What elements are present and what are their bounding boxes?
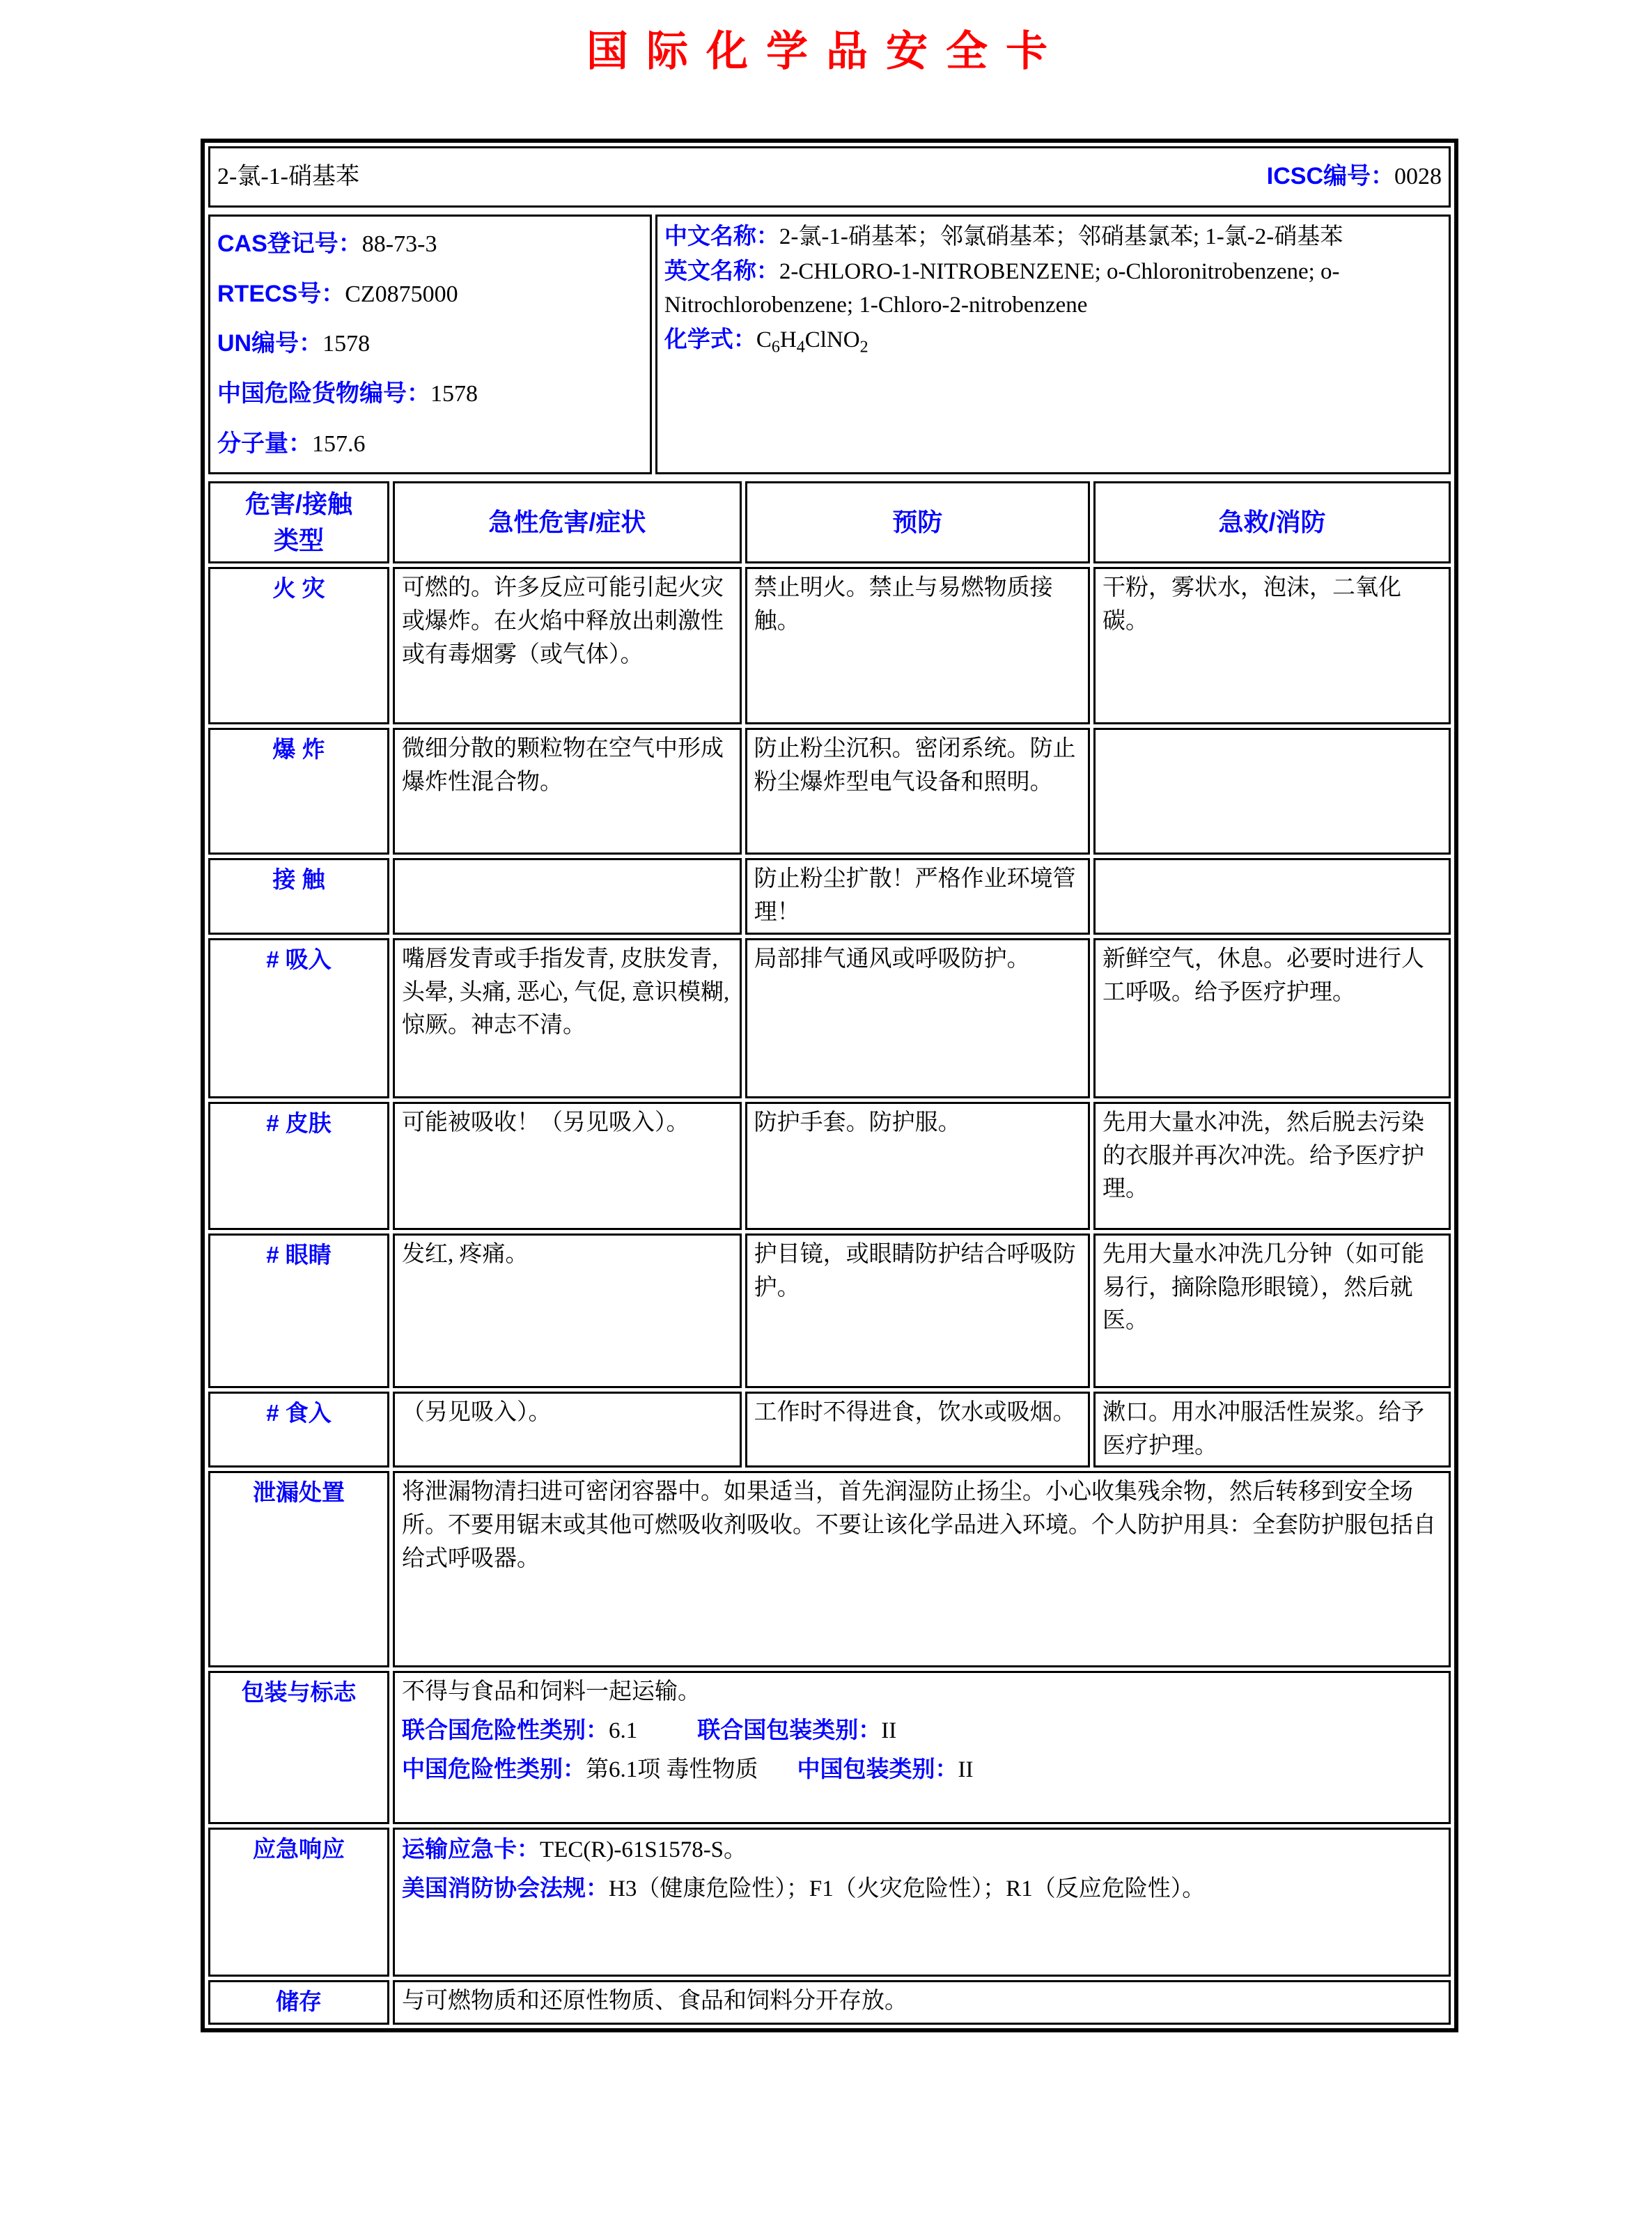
emergency-label: 应急响应 xyxy=(208,1828,389,1977)
explosion-response xyxy=(1093,728,1451,855)
cn-dg-number-row: 中国危险货物编号：1578 xyxy=(217,380,478,407)
ingestion-response: 漱口。用水冲服活性炭浆。给予医疗护理。 xyxy=(1093,1392,1451,1468)
icsc-value: 0028 xyxy=(1394,164,1442,190)
icsc-label: ICSC编号： xyxy=(1266,163,1394,190)
inhalation-symptom: 嘴唇发青或手指发青, 皮肤发青, 头晕, 头痛, 恶心, 气促, 意识模糊, 惊厥。神志不清。 xyxy=(393,938,742,1098)
eyes-prevention: 护目镜，或眼睛防护结合呼吸防护。 xyxy=(745,1233,1090,1388)
skin-symptom: 可能被吸收！（另见吸入）。 xyxy=(393,1102,742,1230)
header-prevention: 预防 xyxy=(745,481,1090,563)
storage-row xyxy=(208,1980,1451,2025)
hazard-table xyxy=(205,478,1454,2029)
inhalation-prevention: 局部排气通风或呼吸防护。 xyxy=(745,938,1090,1098)
skin-label: # 皮肤 xyxy=(208,1102,389,1230)
hazard-table-header-row xyxy=(208,481,1451,563)
header-acute-symptoms: 急性危害/症状 xyxy=(393,481,742,563)
spill-text: 将泄漏物清扫进可密闭容器中。如果适当，首先润湿防止扬尘。小心收集残余物，然后转移到安全场所。不要用锯末或其他可燃吸收剂吸收。不要让该化学品进入环境。个人防护用具：全套防护服包括自给式呼吸器。 xyxy=(393,1471,1451,1667)
header-hazard-type: 危害/接触 类型 xyxy=(208,481,389,563)
cas-number-row: CAS登记号：88-73-3 xyxy=(217,231,437,257)
un-number-row: UN编号：1578 xyxy=(217,330,371,357)
cn-classification: 中国危险性类别：第6.1项 毒性物质 中国包装类别：II xyxy=(402,1756,974,1783)
packaging-text xyxy=(393,1671,1451,1824)
packaging-row xyxy=(208,1671,1451,1824)
ingestion-symptom: （另见吸入）。 xyxy=(393,1392,742,1468)
header-cell xyxy=(208,146,1451,208)
fire-symptom: 可燃的。许多反应可能引起火灾或爆炸。在火焰中释放出刺激性或有毒烟雾（或气体）。 xyxy=(393,567,742,724)
skin-row xyxy=(208,1102,1451,1230)
explosion-prevention: 防止粉尘沉积。密闭系统。防止粉尘爆炸型电气设备和照明。 xyxy=(745,728,1090,855)
skin-prevention: 防护手套。防护服。 xyxy=(745,1102,1090,1230)
spill-label: 泄漏处置 xyxy=(208,1471,389,1667)
ingestion-label: # 食入 xyxy=(208,1392,389,1468)
fire-response: 干粉，雾状水，泡沫，二氧化碳。 xyxy=(1093,567,1451,724)
exposure-prevention: 防止粉尘扩散！严格作业环境管理！ xyxy=(745,858,1090,935)
fire-label: 火 灾 xyxy=(208,567,389,724)
chemical-formula: 化学式：$C_6H_4ClNO_2$ xyxy=(664,325,868,357)
transport-note: 不得与食品和饲料一起运输。 xyxy=(402,1679,701,1705)
eyes-response: 先用大量水冲洗几分钟（如可能易行，摘除隐形眼镜），然后就医。 xyxy=(1093,1233,1451,1388)
exposure-row xyxy=(208,858,1451,935)
eyes-row xyxy=(208,1233,1451,1388)
fire-row xyxy=(208,567,1451,724)
ingestion-row xyxy=(208,1392,1451,1468)
skin-response: 先用大量水冲洗，然后脱去污染的衣服并再次冲洗。给予医疗护理。 xyxy=(1093,1102,1451,1230)
rtecs-number-row: RTECS号：CZ0875000 xyxy=(217,280,458,307)
packaging-label: 包装与标志 xyxy=(208,1671,389,1824)
transport-emergency-card: 运输应急卡：TEC(R)-61S1578-S。 xyxy=(402,1836,747,1863)
eyes-label: # 眼睛 xyxy=(208,1233,389,1388)
exposure-label: 接 触 xyxy=(208,858,389,935)
icsc-number xyxy=(1267,159,1442,194)
storage-text: 与可燃物质和还原性物质、食品和饲料分开存放。 xyxy=(393,1980,1451,2025)
names-cell xyxy=(655,215,1451,474)
identity-section xyxy=(205,211,1454,478)
spill-row xyxy=(208,1471,1451,1667)
emergency-row xyxy=(208,1828,1451,1977)
inhalation-response: 新鲜空气，休息。必要时进行人工呼吸。给予医疗护理。 xyxy=(1093,938,1451,1098)
nfpa-code: 美国消防协会法规：H3（健康危险性）；F1（火灾危险性）；R1（反应危险性）。 xyxy=(402,1875,1206,1902)
fire-prevention: 禁止明火。禁止与易燃物质接触。 xyxy=(745,567,1090,724)
page-title: 国际化学品安全卡 xyxy=(586,29,1066,75)
inhalation-row xyxy=(208,938,1451,1098)
eyes-symptom: 发红, 疼痛。 xyxy=(393,1233,742,1388)
emergency-text xyxy=(393,1828,1451,1977)
explosion-label: 爆 炸 xyxy=(208,728,389,855)
identifiers-cell xyxy=(208,215,652,474)
chemical-name: 2-氯-1-硝基苯 xyxy=(217,164,359,190)
storage-label: 储存 xyxy=(208,1980,389,2025)
chinese-names: 中文名称：2-氯-1-硝基苯；邻氯硝基苯；邻硝基氯苯; 1-氯-2-硝基苯 xyxy=(664,223,1343,249)
header-section xyxy=(205,143,1454,211)
header-first-aid: 急救/消防 xyxy=(1093,481,1451,563)
exposure-symptom xyxy=(393,858,742,935)
molecular-weight-row: 分子量：157.6 xyxy=(217,430,366,457)
explosion-row xyxy=(208,728,1451,855)
explosion-symptom: 微细分散的颗粒物在空气中形成爆炸性混合物。 xyxy=(393,728,742,855)
icsc-card xyxy=(201,139,1458,2032)
inhalation-label: # 吸入 xyxy=(208,938,389,1098)
english-names: 英文名称：2-CHLORO-1-NITROBENZENE; o-Chloronitrobenzene; o-Nitrochlorobenzene; 1-Chloro-2-nitrobenzene xyxy=(664,257,1340,318)
exposure-response xyxy=(1093,858,1451,935)
ingestion-prevention: 工作时不得进食，饮水或吸烟。 xyxy=(745,1392,1090,1468)
un-classification: 联合国危险性类别：6.1 联合国包装类别：II xyxy=(402,1717,897,1744)
